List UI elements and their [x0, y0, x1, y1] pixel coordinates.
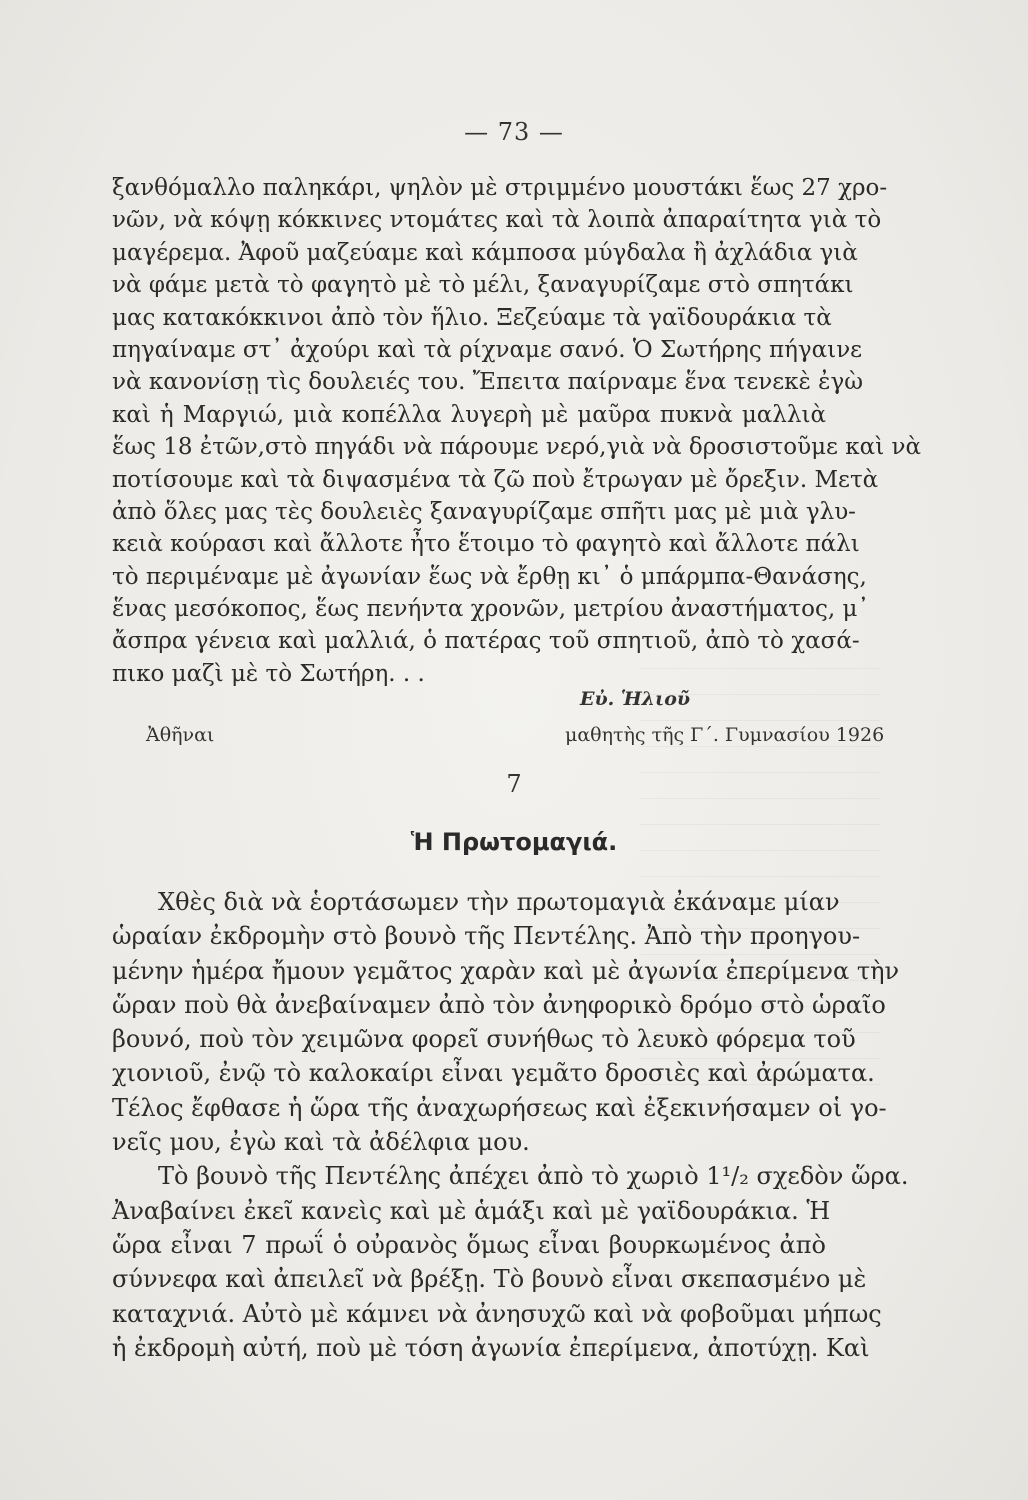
text-line: ὡραίαν ἐκδρομὴν στὸ βουνὸ τῆς Πεντέλης. Ἀπὸ τὴν προηγου- [112, 922, 861, 951]
text-line: ἡ ἐκδρομὴ αὐτή, ποὺ μὲ τόση ἀγωνία ἐπερίμενα, ἀποτύχῃ. Καὶ [112, 1333, 870, 1362]
text-line: σύννεφα καὶ ἀπειλεῖ νὰ βρέξῃ. Τὸ βουνὸ εἶναι σκεπασμένο μὲ [112, 1265, 867, 1294]
text-line: βουνό, ποὺ τὸν χειμῶνα φορεῖ συνήθως τὸ λευκὸ φόρεμα τοῦ [112, 1025, 856, 1054]
text-line: ὥραν ποὺ θὰ ἀνεβαίναμεν ἀπὸ τὸν ἀνηφορικὸ δρόμο στὸ ὡραῖο [112, 990, 886, 1019]
text-line: κειὰ κούρασι καὶ ἄλλοτε ἦτο ἕτοιμο τὸ φαγητὸ καὶ ἄλλοτε πάλι [112, 531, 860, 558]
text-line: νεῖς μου, ἐγὼ καὶ τὰ ἀδέλφια μου. [112, 1128, 530, 1157]
text-line: Ἀναβαίνει ἐκεῖ κανεὶς καὶ μὲ ἁμάξι καὶ μὲ γαϊδουράκια. Ἡ [112, 1196, 831, 1225]
text-line: νῶν, νὰ κόψῃ κόκκινες ντομάτες καὶ τὰ λοιπὰ ἀπαραίτητα γιὰ τὸ [112, 207, 882, 234]
text-line: μαγέρεμα. Ἀφοῦ μαζεύαμε καὶ κάμποσα μύγδαλα ἢ ἀχλάδια γιὰ [112, 239, 858, 266]
text-line: καταχνιά. Αὐτὸ μὲ κάμνει νὰ ἀνησυχῶ καὶ νὰ φοβοῦμαι μήπως [112, 1299, 882, 1328]
text-line: ἄσπρα γένεια καὶ μαλλιά, ὁ πατέρας τοῦ σπητιοῦ, ἀπὸ τὸ χασά- [112, 628, 860, 655]
text-line: πηγαίναμε στ᾽ ἀχούρι καὶ τὰ ρίχναμε σανό. Ὁ Σωτήρης πήγαινε [112, 336, 863, 363]
text-line: νὰ κανονίσῃ τὶς δουλειές του. Ἔπειτα παίρναμε ἕνα τενεκὲ ἐγὼ [112, 369, 864, 396]
text-line: Τέλος ἔφθασε ἡ ὥρα τῆς ἀναχωρήσεως καὶ ἐξεκινήσαμεν οἱ γο- [112, 1093, 887, 1122]
text-line: ἀπὸ ὅλες μας τὲς δουλειὲς ξαναγυρίζαμε σπῆτι μας μὲ μιὰ γλυ- [112, 498, 856, 525]
text-line: τὸ περιμέναμε μὲ ἀγωνίαν ἕως νὰ ἔρθῃ κι᾽ ὁ μπάρμπα-Θανάσης, [112, 563, 867, 590]
text-line: χιονιοῦ, ἐνῷ τὸ καλοκαίρι εἶναι γεμᾶτο δροσιὲς καὶ ἀρώματα. [112, 1059, 875, 1088]
text-line: νὰ φάμε μετὰ τὸ φαγητὸ μὲ τὸ μέλι, ξαναγυρίζαμε στὸ σπητάκι [112, 272, 854, 299]
text-line: ἕως 18 ἐτῶν,στὸ πηγάδι νὰ πάρουμε νερό,γιὰ νὰ δροσιστοῦμε καὶ νὰ [112, 434, 922, 461]
text-line: μας κατακόκκινοι ἀπὸ τὸν ἥλιο. Ξεζεύαμε τὰ γαϊδουράκια τὰ [112, 304, 832, 331]
text-line: ἕνας μεσόκοπος, ἕως πενήντα χρονῶν, μετρίου ἀναστήματος, μ᾽ [112, 596, 869, 623]
signature-school: μαθητὴς τῆς Γ΄. Γυμνασίου 1926 [565, 724, 885, 746]
story-body [112, 885, 909, 1365]
section-number: 7 [506, 770, 522, 798]
signature-place: Ἀθῆναι [146, 724, 215, 746]
author-signature: Εὐ. Ἡλιοῦ [580, 688, 691, 710]
text-line: Τὸ βουνὸ τῆς Πεντέλης ἀπέχει ἀπὸ τὸ χωριὸ 1¹/₂ σχεδὸν ὥρα. [158, 1162, 909, 1191]
text-line: Χθὲς διὰ νὰ ἑορτάσωμεν τὴν πρωτομαγιὰ ἐκάναμε μίαν [158, 888, 840, 916]
text-line: ὥρα εἶναι 7 πρωΐ ὁ οὐρανὸς ὅμως εἶναι βουρκωμένος ἀπὸ [112, 1230, 826, 1259]
section-title: Ἡ Πρωτομαγιά. [410, 828, 618, 856]
story-continuation [112, 172, 922, 690]
text-line: πικο μαζὶ μὲ τὸ Σωτήρη. . . [112, 660, 425, 687]
text-line: ξανθόμαλλο παληκάρι, ψηλὸν μὲ στριμμένο μουστάκι ἕως 27 χρο- [112, 175, 888, 201]
page-number: — 73 — [464, 118, 564, 146]
text-line: μένην ἡμέρα ἤμουν γεμᾶτος χαρὰν καὶ μὲ ἀγωνία ἐπερίμενα τὴν [112, 956, 900, 985]
text-line: ποτίσουμε καὶ τὰ διψασμένα τὰ ζῶ ποὺ ἔτρωγαν μὲ ὄρεξιν. Μετὰ [112, 466, 879, 493]
text-line: καὶ ἡ Μαργιώ, μιὰ κοπέλλα λυγερὴ μὲ μαῦρα πυκνὰ μαλλιὰ [112, 401, 826, 428]
